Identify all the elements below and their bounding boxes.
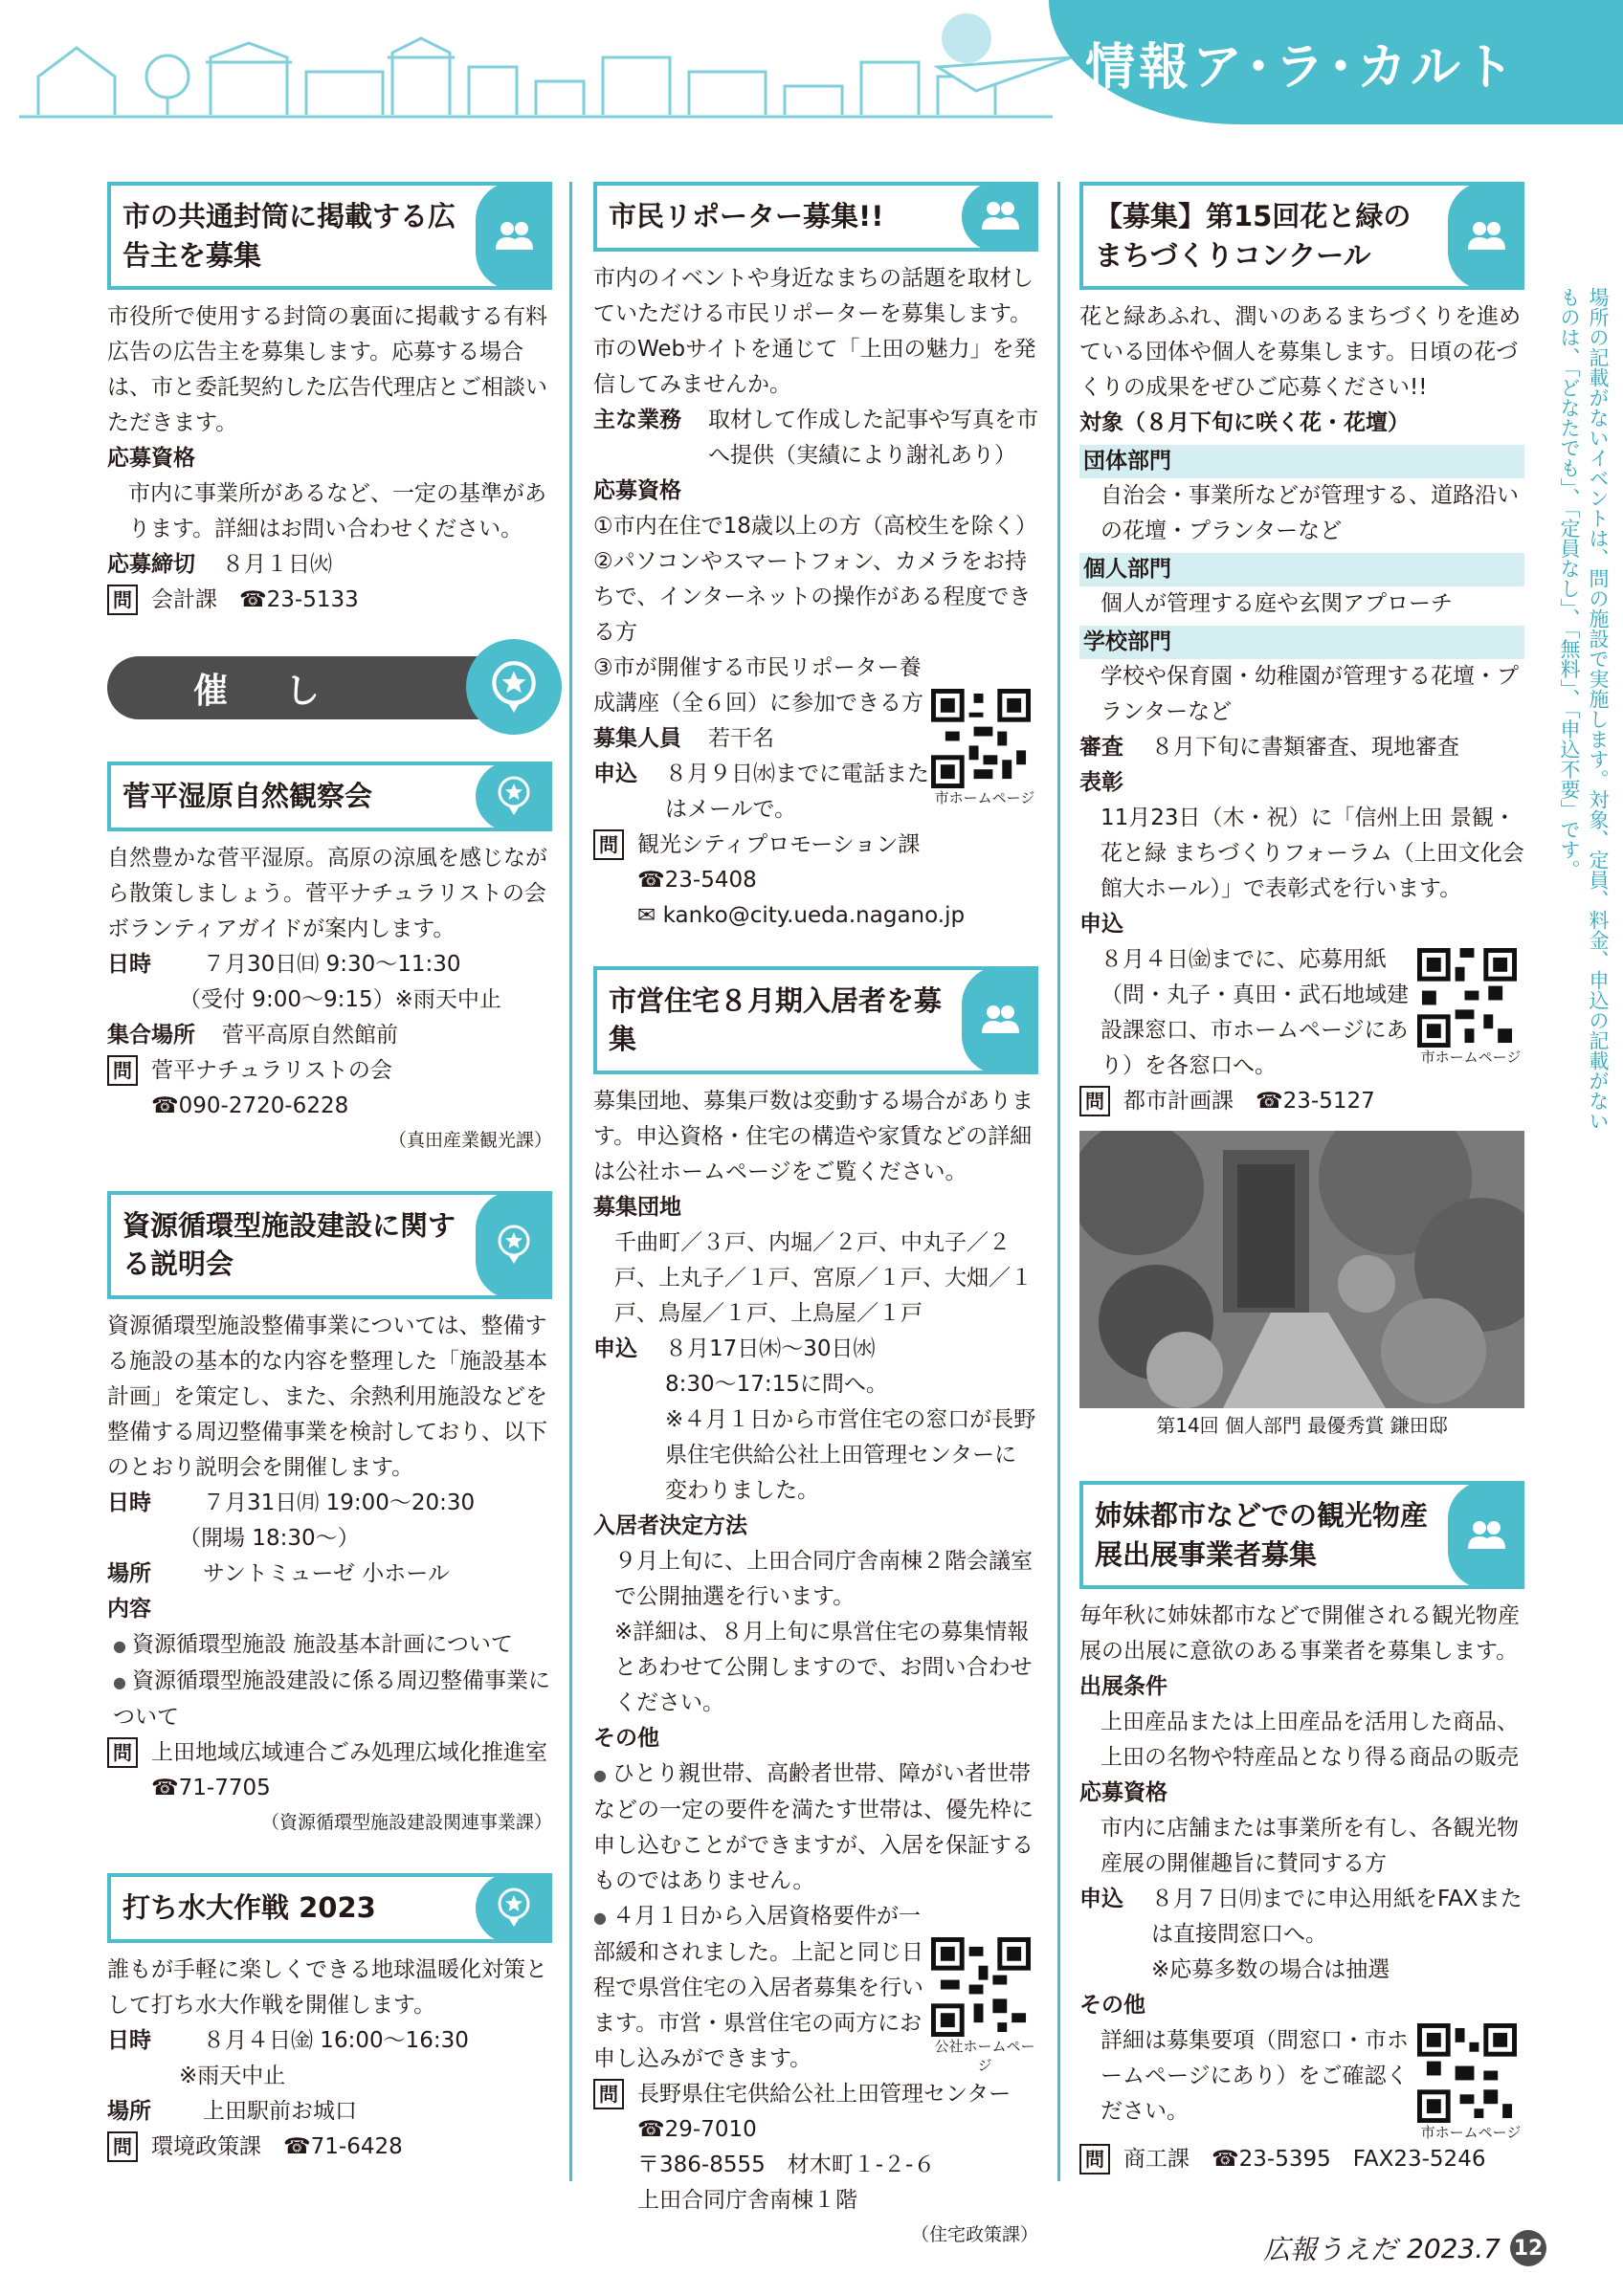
department-note: （住宅政策課） bbox=[910, 2223, 1038, 2245]
apply-time: 8:30～17:15に問へ。 bbox=[665, 1371, 888, 1397]
apply-note: ※４月１日から市営住宅の窓口が長野県住宅供給公社上田管理センターに変わりました。 bbox=[665, 1406, 1036, 1503]
date-label: 日時 bbox=[107, 2027, 151, 2053]
article-heading bbox=[1079, 182, 1524, 290]
qual-left bbox=[593, 651, 931, 828]
qr-caption: 市ホームページ bbox=[1420, 1049, 1522, 1067]
contact-value: 都市計画課 ☎23‐5127 bbox=[1123, 1089, 1375, 1115]
article-body: 花と緑あふれ、潤いのあるまちづくりを進めている団体や個人を募集します。日頃の花づくりの成果をぜひご応募ください!! bbox=[1079, 304, 1522, 401]
contact-value: 観光シティプロモーション課 bbox=[637, 831, 921, 857]
apply-label: 申込 bbox=[1079, 912, 1123, 938]
contact-tel: ☎23‐5408 bbox=[637, 867, 757, 893]
deadline-label: 応募締切 bbox=[107, 552, 195, 578]
contact-tel: ☎29‐7010 bbox=[637, 2116, 757, 2142]
contact-value: 会計課 ☎23‐5133 bbox=[151, 587, 359, 613]
article-recycling-briefing bbox=[107, 1191, 552, 1839]
column-2 bbox=[593, 182, 1038, 2251]
place-label: 集合場所 bbox=[107, 1022, 195, 1048]
article-body: 毎年秋に姉妹都市などで開催される観光物産展の出展に意欲のある事業者を募集します。 bbox=[1079, 1603, 1520, 1665]
contact-address-2: 上田合同庁舎南棟１階 bbox=[637, 2187, 857, 2213]
review-row bbox=[1079, 730, 1524, 765]
qualification-value: 市内に店舗または事業所を有し、各観光物産展の開催趣旨に賛同する方 bbox=[1101, 1816, 1519, 1877]
page-footer bbox=[1263, 2229, 1546, 2267]
photo-caption: 第14回 個人部門 最優秀賞 鎌田邸 bbox=[1156, 1414, 1448, 1438]
contact-row bbox=[107, 1735, 552, 1771]
contact-row bbox=[593, 828, 1038, 863]
date-label: 日時 bbox=[107, 951, 151, 977]
group-desc: 自治会・事業所などが管理する、道路沿いの花壇・プランターなど bbox=[1101, 483, 1519, 544]
qualification-label: 応募資格 bbox=[107, 446, 195, 472]
other-label: その他 bbox=[593, 1725, 659, 1751]
place-row bbox=[107, 1018, 552, 1053]
qr-code-icon[interactable] bbox=[1417, 948, 1517, 1048]
article-heading bbox=[107, 762, 552, 831]
date-note: （受付 9:00～9:15）※雨天中止 bbox=[179, 986, 501, 1012]
qr-code-icon[interactable] bbox=[931, 1937, 1031, 2037]
contact-tel: ☎71‐7705 bbox=[151, 1775, 271, 1800]
apply-value: ８月４日㈮までに、応募用紙（問・丸子・真田・武石地域建設課窓口、市ホームページにあり）を各窓口へ。 bbox=[1101, 947, 1409, 1079]
date-row bbox=[107, 1486, 552, 1521]
article-heading bbox=[107, 1191, 552, 1299]
column-3 bbox=[1079, 182, 1524, 2177]
contact-tel: ☎090‐2720‐6228 bbox=[151, 1093, 349, 1118]
article-body: 市内のイベントや身近なまちの話題を取材していただける市民リポーターを募集します。市のWebサイトを通じて「上田の魅力」を発信してみませんか。 bbox=[593, 265, 1036, 397]
place-value: サントミューゼ 小ホール bbox=[203, 1560, 450, 1586]
contact-row bbox=[1079, 2142, 1524, 2177]
issue-date: 2023.7 bbox=[1407, 2232, 1501, 2264]
content-item: ● 資源循環型施設建設に係る周辺整備事業について bbox=[107, 1664, 552, 1735]
section-title: 情報ア･ラ･カルト bbox=[1084, 38, 1518, 97]
individual-desc: 個人が管理する庭や玄関アプローチ bbox=[1101, 591, 1453, 617]
date-note: ※雨天中止 bbox=[179, 2063, 286, 2088]
article-heading bbox=[593, 966, 1038, 1074]
qualification-item: ①市内在住で18歳以上の方（高校生を除く） bbox=[593, 513, 1037, 539]
article-body: 自然豊かな菅平湿原。高原の涼風を感じながら散策しましょう。菅平ナチュラリストの会ボランティアガイドが案内します。 bbox=[107, 845, 547, 941]
group-category: 団体部門 bbox=[1079, 445, 1524, 478]
place-label: 場所 bbox=[107, 1560, 151, 1586]
article-municipal-housing bbox=[593, 966, 1038, 2251]
contact-row bbox=[1079, 1084, 1524, 1119]
duty-label: 主な業務 bbox=[593, 407, 681, 432]
deadline-row bbox=[107, 547, 552, 583]
contact-row bbox=[107, 583, 552, 618]
events-banner-label: 催し bbox=[193, 671, 378, 711]
target-label: 対象（８月下旬に咲く花・花壇） bbox=[1079, 410, 1410, 436]
people-icon bbox=[1448, 182, 1524, 290]
place-value: 菅平高原自然館前 bbox=[222, 1022, 398, 1048]
inquiry-icon: 問 bbox=[1079, 1086, 1110, 1116]
contact-value: 長野県住宅供給公社上田管理センター bbox=[637, 2081, 1012, 2107]
article-body: 市役所で使用する封筒の裏面に掲載する有料広告の広告主を募集します。応募する場合は、市と委託契約した広告代理店とご相談いただきます。 bbox=[107, 304, 547, 436]
article-title: 市営住宅８月期入居者を募集 bbox=[609, 983, 943, 1056]
other-qr-row bbox=[1079, 2023, 1524, 2142]
column-divider bbox=[1057, 182, 1060, 2181]
review-label: 審査 bbox=[1079, 735, 1123, 761]
area-value: 千曲町／３戸、内堀／２戸、中丸子／２戸、上丸子／１戸、宮原／１戸、大畑／１戸、鳥屋／１戸、上鳥屋／１戸 bbox=[614, 1229, 1033, 1326]
individual-category: 個人部門 bbox=[1079, 553, 1524, 586]
apply-label: 申込 bbox=[1079, 1887, 1123, 1912]
qr-code-icon[interactable] bbox=[1417, 2023, 1517, 2123]
people-icon bbox=[962, 966, 1038, 1074]
inquiry-icon: 問 bbox=[107, 2131, 138, 2162]
star-pin-icon bbox=[476, 1191, 552, 1299]
article-heading bbox=[593, 182, 1038, 252]
date-note: （開場 18:30～） bbox=[179, 1525, 360, 1551]
condition-value: 上田産品または上田産品を活用した商品、上田の名物や特産品となり得る商品の販売 bbox=[1101, 1710, 1519, 1771]
apply-value: ８月９日㈬までに電話またはメールで。 bbox=[665, 761, 929, 822]
other-qr-row bbox=[593, 1899, 1038, 2077]
article-title: 姉妹都市などでの観光物産展出展事業者募集 bbox=[1095, 1499, 1429, 1571]
column-divider bbox=[569, 182, 572, 2181]
star-pin-icon bbox=[466, 639, 562, 735]
review-value: ８月下旬に書類審査、現地審査 bbox=[1151, 735, 1459, 761]
apply-row bbox=[593, 757, 931, 828]
contact-row bbox=[593, 2077, 1038, 2112]
other-value: 詳細は募集要項（問窓口・市ホームページにあり）をご確認ください。 bbox=[1101, 2028, 1409, 2125]
inquiry-icon: 問 bbox=[107, 1737, 138, 1768]
condition-label: 出展条件 bbox=[1079, 1674, 1167, 1700]
apply-value: ８月７日㈪までに申込用紙をFAXまたは直接問窓口へ。 bbox=[1151, 1887, 1523, 1948]
decide-note: ※詳細は、８月上旬に県営住宅の募集情報とあわせて公開しますので、お問い合わせください。 bbox=[614, 1619, 1033, 1715]
place-row bbox=[107, 2094, 552, 2130]
apply-qr-row bbox=[1079, 942, 1524, 1084]
school-category: 学校部門 bbox=[1079, 626, 1524, 659]
apply-value: ８月17日㈭～30日㈬ bbox=[665, 1336, 876, 1361]
qualification-item: ③市が開催する市民リポーター養成講座（全６回）に参加できる方 bbox=[593, 654, 923, 716]
contact-email[interactable]: ✉ kanko@city.ueda.nagano.jp bbox=[637, 902, 966, 928]
qualification-text: 市内に事業所があるなど、一定の基準があります。詳細はお問い合わせください。 bbox=[128, 481, 546, 542]
qr-caption: 市ホームページ bbox=[934, 788, 1035, 806]
page-number: 12 bbox=[1510, 2230, 1546, 2266]
article-nature-observation bbox=[107, 762, 552, 1157]
qr-caption: 市ホームページ bbox=[1420, 2124, 1522, 2142]
place-value: 上田駅前お城口 bbox=[203, 2098, 357, 2124]
other-item: ● ４月１日から入居資格要件が一部緩和されました。上記と同じ日程で県営住宅の入居者募集を行います。市営・県営住宅の両方にお申し込みができます。 bbox=[593, 1899, 931, 2077]
qr-code-icon[interactable] bbox=[931, 689, 1031, 788]
column-1 bbox=[107, 182, 552, 2165]
people-icon bbox=[1448, 1481, 1524, 1589]
article-heading bbox=[1079, 1481, 1524, 1589]
article-heading bbox=[107, 182, 552, 290]
decide-value: ９月上旬に、上田合同庁舎南棟２階会議室で公開抽選を行います。 bbox=[614, 1548, 1033, 1609]
qr-block[interactable] bbox=[931, 1899, 1038, 2077]
apply-label: 申込 bbox=[593, 761, 637, 786]
content-item: ● 資源循環型施設 施設基本計画について bbox=[107, 1627, 552, 1664]
article-title: 【募集】第15回花と緑のまちづくりコンクール bbox=[1095, 200, 1412, 272]
department-note: （真田産業観光課） bbox=[388, 1129, 552, 1151]
duty-row bbox=[593, 403, 1038, 474]
apply-row bbox=[1079, 1882, 1524, 1953]
article-citizen-reporter bbox=[593, 182, 1038, 934]
inquiry-icon: 問 bbox=[1079, 2144, 1110, 2175]
date-label: 日時 bbox=[107, 1490, 151, 1515]
num-label: 募集人員 bbox=[593, 725, 681, 751]
article-uchimizu bbox=[107, 1873, 552, 2165]
area-label: 募集団地 bbox=[593, 1194, 681, 1220]
qr-block[interactable] bbox=[1417, 942, 1524, 1084]
star-pin-icon bbox=[476, 1873, 552, 1943]
duty-value: 取材して作成した記事や写真を市へ提供（実績により謝礼あり） bbox=[708, 407, 1038, 468]
star-pin-icon bbox=[476, 762, 552, 831]
side-note: 場所の記載がないイベントは、問の施設で実施します。対象、定員、料金、申込の記載がないものは、「どなたでも」、「定員なし」、「無料」、「申込不要」です。 bbox=[1558, 287, 1610, 1131]
people-icon bbox=[962, 182, 1038, 252]
events-banner bbox=[107, 656, 509, 719]
article-title: 菅平湿原自然観察会 bbox=[122, 780, 373, 813]
qualification-label: 応募資格 bbox=[593, 477, 681, 503]
contact-value: 環境政策課 ☎71‐6428 bbox=[151, 2133, 403, 2159]
date-row bbox=[107, 2023, 552, 2059]
school-desc: 学校や保育園・幼稚園が管理する花壇・プランターなど bbox=[1101, 664, 1519, 725]
other-label: その他 bbox=[1079, 1993, 1145, 2019]
decide-label: 入居者決定方法 bbox=[593, 1512, 747, 1538]
inquiry-icon: 問 bbox=[107, 1055, 138, 1086]
article-envelope-ad bbox=[107, 182, 552, 618]
num-row bbox=[593, 721, 931, 757]
inquiry-icon: 問 bbox=[107, 585, 138, 615]
award-label: 表彰 bbox=[1079, 770, 1123, 796]
qr-block[interactable] bbox=[1417, 2023, 1524, 2142]
article-body: 資源循環型施設整備事業については、整備する施設の基本的な内容を整理した「施設基本計画」を策定し、また、余熱利用施設などを整備する周辺整備事業を検討しており、以下のとおり説明会を開催します。 bbox=[107, 1313, 547, 1480]
date-value: ７月30日㈰ 9:30～11:30 bbox=[203, 951, 461, 977]
date-value: ８月４日㈮ 16:00～16:30 bbox=[203, 2027, 469, 2053]
qualification-item: ②パソコンやスマートフォン、カメラをお持ちで、インターネットの操作がある程度できる方 bbox=[593, 548, 1032, 645]
date-row bbox=[107, 947, 552, 982]
contact-value: 菅平ナチュラリストの会 bbox=[151, 1057, 392, 1083]
contact-address: 〒386‐8555 材木町１‐２‐６ bbox=[637, 2152, 936, 2177]
deadline-value: ８月１日㈫ bbox=[222, 552, 332, 578]
qual-qr-row bbox=[593, 651, 1038, 828]
garden-photo-illustration bbox=[1079, 1131, 1524, 1408]
people-icon bbox=[476, 182, 552, 290]
contact-row bbox=[107, 2130, 552, 2165]
qr-caption: 公社ホームページ bbox=[934, 2037, 1035, 2074]
contact-row bbox=[107, 1053, 552, 1089]
inquiry-icon: 問 bbox=[593, 2079, 624, 2109]
qr-block[interactable] bbox=[931, 651, 1038, 828]
department-note: （資源循環型施設建設関連事業課） bbox=[260, 1811, 552, 1833]
article-title: 市の共通封筒に掲載する広告主を募集 bbox=[122, 200, 456, 272]
place-row bbox=[107, 1556, 552, 1592]
article-flower-contest bbox=[1079, 182, 1524, 1443]
inquiry-icon: 問 bbox=[593, 829, 624, 860]
article-body: 募集団地、募集戸数は変動する場合があります。申込資格・住宅の構造や家賃などの詳細は公社ホームページをご覧ください。 bbox=[593, 1088, 1034, 1184]
article-sister-city-fair bbox=[1079, 1481, 1524, 2177]
num-value: 若干名 bbox=[708, 725, 774, 751]
article-heading bbox=[107, 1873, 552, 1943]
contact-value: 商工課 ☎23‐5395 FAX23‐5246 bbox=[1123, 2147, 1486, 2173]
article-title: 資源循環型施設建設に関する説明会 bbox=[122, 1208, 456, 1281]
article-body: 誰もが手軽に楽しくできる地球温暖化対策として打ち水大作戦を開催します。 bbox=[107, 1956, 547, 2018]
article-title: 市民リポーター募集!! bbox=[609, 200, 884, 232]
date-value: ７月31日㈪ 19:00～20:30 bbox=[203, 1490, 476, 1515]
garden-photo bbox=[1079, 1131, 1524, 1408]
place-label: 場所 bbox=[107, 2098, 151, 2124]
qualification-label: 応募資格 bbox=[1079, 1780, 1167, 1806]
apply-label: 申込 bbox=[593, 1336, 637, 1361]
content-label: 内容 bbox=[107, 1596, 151, 1622]
other-item: ● ひとり親世帯、高齢者世帯、障がい者世帯などの一定の要件を満たす世帯は、優先枠に申し込むことができますが、入居を保証するものではありません。 bbox=[593, 1756, 1038, 1899]
publication-name: 広報うえだ bbox=[1263, 2234, 1398, 2265]
apply-note: ※応募多数の場合は抽選 bbox=[1151, 1957, 1390, 1983]
award-value: 11月23日（木・祝）に「信州上田 景観・花と緑 まちづくりフォーラム（上田文化会館大ホール）」で表彰式を行います。 bbox=[1101, 806, 1524, 902]
apply-row bbox=[593, 1332, 1038, 1367]
article-title: 打ち水大作戦 2023 bbox=[122, 1890, 376, 1924]
contact-value: 上田地域広域連合ごみ処理広域化推進室 bbox=[151, 1739, 547, 1765]
